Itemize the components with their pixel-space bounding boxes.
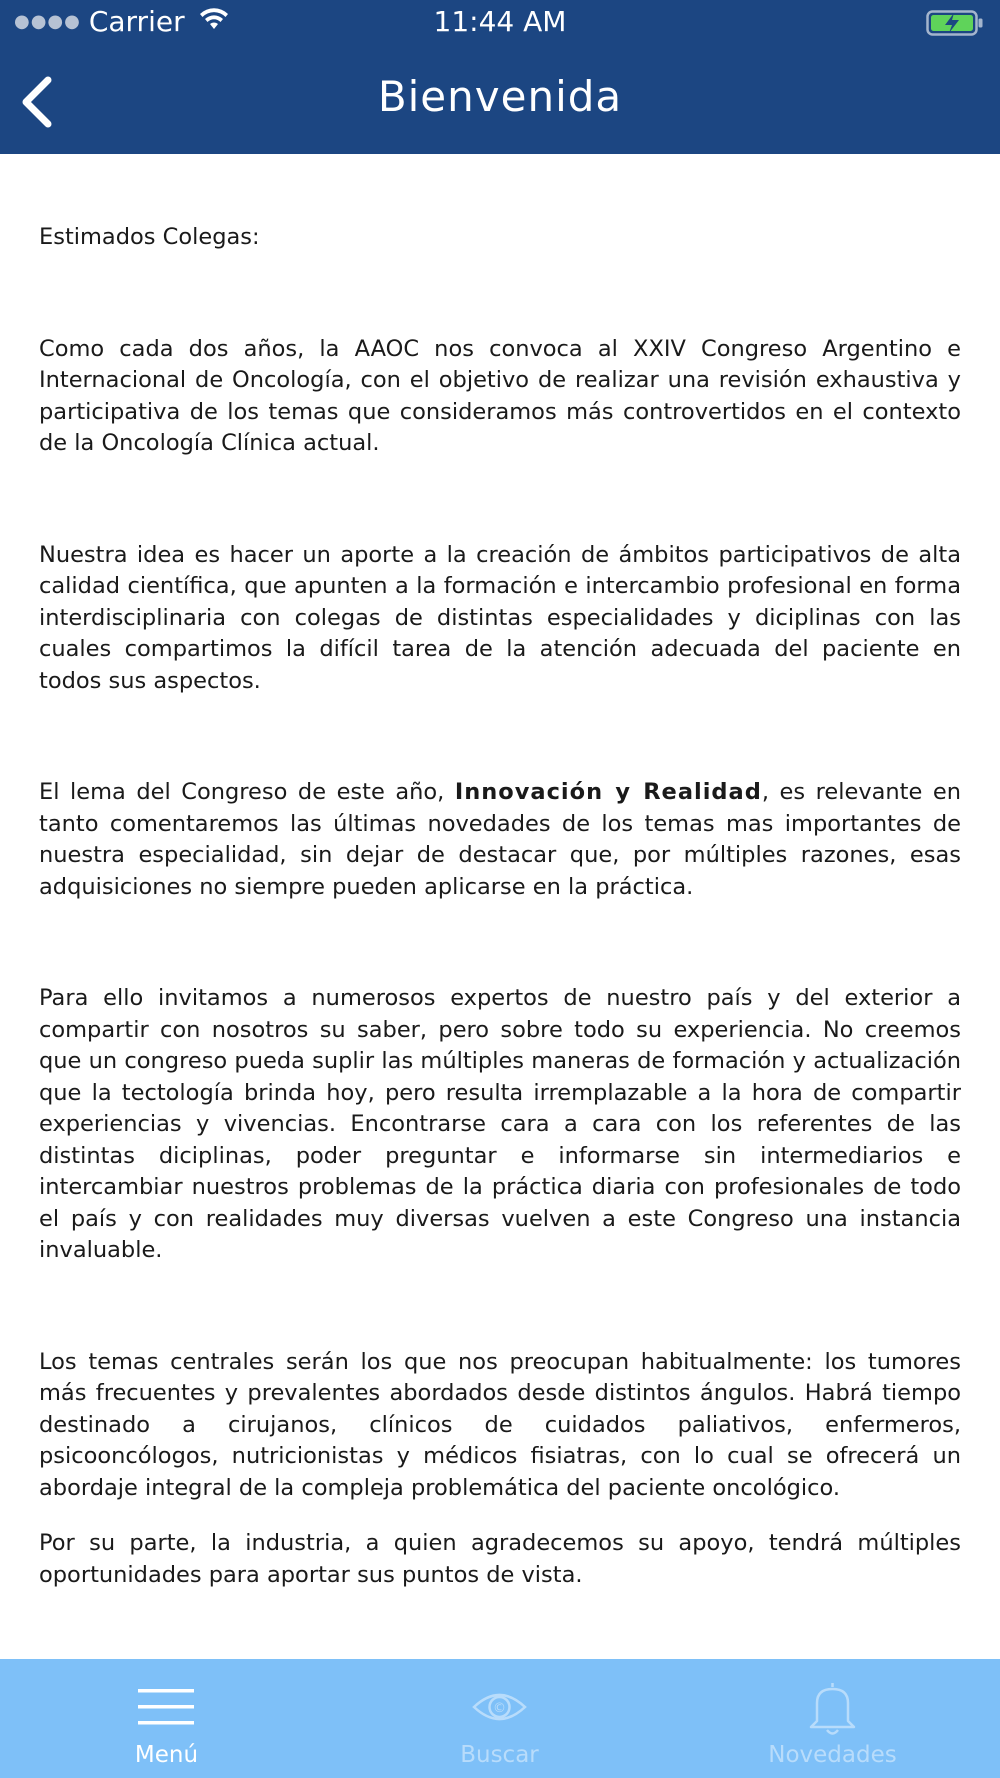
congress-motto: Innovación y Realidad — [454, 779, 762, 805]
paragraph-3-rest: , es relevante en tanto comentaremos las últimas novedades de los temas mas importantes de nuestra especialidad, sin dejar de destacar que, por múltiples razones, esas adquisiciones no siempre pueden aplicarse en la práctica. — [39, 779, 961, 900]
carrier-label: Carrier — [88, 5, 185, 38]
tab-buscar[interactable] — [333, 1659, 666, 1778]
page-title: Bienvenida — [377, 72, 623, 121]
header — [0, 0, 1000, 154]
paragraph-1: Como cada dos años, la AAOC nos convoca al XXIV Congreso Argentino e Internacional de Oncología, con el objetivo de realizar una revisión exhaustiva y participativa de los temas que consideramos más controvertidos en el contexto de la Oncología Clínica actual. — [39, 335, 961, 456]
tab-novedades-label: Novedades — [768, 1742, 897, 1768]
svg-text:©: © — [493, 1701, 506, 1716]
menu-icon — [0, 1677, 333, 1737]
welcome-content — [39, 222, 961, 1703]
bell-icon — [666, 1677, 999, 1737]
signal-strength-icon: ●●●● — [14, 11, 81, 32]
paragraph-4: Para ello invitamos a numerosos expertos de nuestro país y del exterior a compartir con nosotros su saber, pero sobre todo su experiencia. No creemos que un congreso pueda suplir las múltiples maneras de formación y actualización que la tectología brinda hoy, pero resulta irremplazable a la hora de compartir experiencias y vivencias. Encontrarse cara a cara con los referentes de las distintas diciplinas, poder preguntar e informarse sin intermediarios e intercambiar nuestros problemas de la práctica diaria con profesionales de todo el país y con realidades muy diversas vuelven a este Congreso una instancia invaluable. — [39, 985, 961, 1263]
status-time: 11:44 AM — [433, 5, 567, 38]
tab-menu-label: Menú — [134, 1742, 199, 1768]
paragraph-5: Los temas centrales serán los que nos preocupan habitualmente: los tumores más frecuentes y prevalentes abordados desde distintos ángulos. Habrá tiempo destinado a cirujanos, clínicos de cuidados paliativos, enfermeros, psicooncólogos, nutricionistas y médicos fisiatras, con lo cual se ofrecerá un abordaje integral de la compleja problemática del paciente oncológico. — [39, 1348, 961, 1501]
paragraph-2: Nuestra idea es hacer un aporte a la creación de ámbitos participativos de alta calidad científica, que apunten a la formación e intercambio profesional en forma interdisciplinaria con colegas de distintas especialidades y diciplinas con las cuales compartimos la difícil tarea de la atención adecuada del paciente en todos sus aspectos. — [39, 541, 961, 694]
eye-icon — [333, 1677, 666, 1737]
battery-icon — [926, 10, 984, 43]
paragraph-3-intro: El lema del Congreso de este año, — [39, 779, 455, 805]
greeting: Estimados Colegas: — [39, 224, 260, 250]
tab-buscar-label: Buscar — [460, 1742, 539, 1768]
paragraph-3 — [39, 777, 961, 903]
tab-bar — [0, 1659, 1000, 1778]
status-bar — [0, 0, 1000, 46]
tab-novedades[interactable] — [666, 1659, 999, 1778]
nav-bar — [0, 60, 1000, 146]
tab-menu[interactable] — [0, 1659, 333, 1778]
paragraph-6: Por su parte, la industria, a quien agradecemos su apoyo, tendrá múltiples oportunidades para aportar sus puntos de vista. — [39, 1530, 961, 1588]
